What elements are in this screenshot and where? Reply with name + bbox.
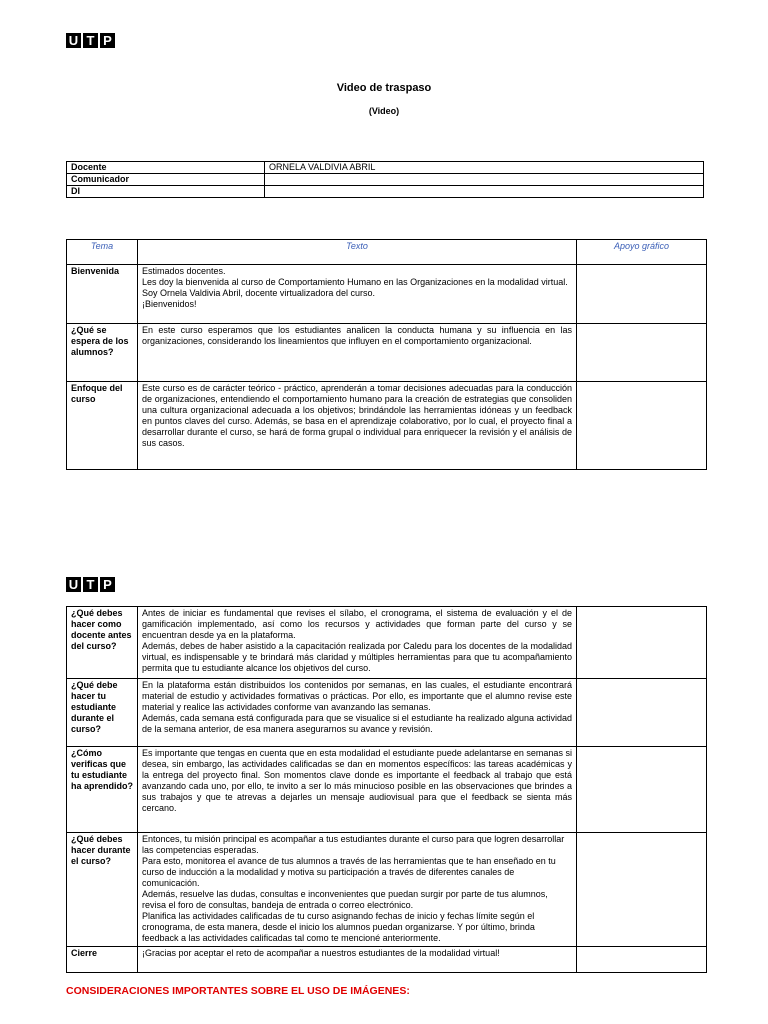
row-topic: Bienvenida (67, 265, 138, 324)
column-header-apoyo: Apoyo gráfico (577, 240, 707, 265)
utp-logo (66, 33, 115, 48)
row-graphic-support (577, 607, 707, 679)
table-row (67, 747, 707, 833)
table-row (67, 947, 707, 973)
row-text: En este curso esperamos que los estudiantes analicen la conducta humana y su influencia en las organizaciones, considerando los lineamientos que influyen en el comportamiento organizacional. (138, 324, 577, 382)
info-label: DI (67, 186, 265, 198)
table-row (67, 833, 707, 947)
row-topic: ¿Qué debes hacer como docente antes del curso? (67, 607, 138, 679)
info-row (67, 174, 704, 186)
info-value (265, 186, 704, 198)
row-graphic-support (577, 833, 707, 947)
row-topic: Cierre (67, 947, 138, 973)
utp-logo (66, 577, 115, 592)
logo-letter: T (83, 577, 98, 592)
row-text: Entonces, tu misión principal es acompañar a tus estudiantes durante el curso para que logren desarrollar las competencias esperadas. Para esto, monitorea el avance de tus alumnos a través de las herramientas que te han enseñado en tu curso de inducción a la modalidad y motiva su participación a través de diferentes canales de comunicación. Además, resuelve las dudas, consultas e inconvenientes que puedan surgir por parte de tus alumnos, revisa el foro de consultas, bandeja de entrada o correo electrónico. Planifica las actividades calificadas de tu curso asignando fechas de inicio y fechas límite según el cronograma, de esta manera, desde el inicio los alumnos puedan organizarse. Y por último, brinda feedback a las actividades calificadas tal como te mencioné anteriormente. (138, 833, 577, 947)
column-header-tema: Tema (67, 240, 138, 265)
info-table (66, 161, 704, 198)
info-label: Docente (67, 162, 265, 174)
info-row (67, 162, 704, 174)
content-table (66, 239, 707, 470)
table-row (67, 679, 707, 747)
info-value (265, 174, 704, 186)
content-table-continued (66, 606, 707, 973)
info-value: ORNELA VALDIVIA ABRIL (265, 162, 704, 174)
row-graphic-support (577, 947, 707, 973)
info-label: Comunicador (67, 174, 265, 186)
row-graphic-support (577, 265, 707, 324)
row-text: En la plataforma están distribuidos los contenidos por semanas, en las cuales, el estudiante encontrará material de estudio y actividades formativas o prácticas. Por ello, es importante que el alumno revise este material y realice las actividades conforme van avanzando las semanas. Además, cada semana está configurada para que se visualice si el estudiante ha realizado alguna actividad de la semana anterior, de esa manera asegurarnos su avance y revisión. (138, 679, 577, 747)
row-topic: Enfoque del curso (67, 382, 138, 470)
row-text: Estimados docentes. Les doy la bienvenida al curso de Comportamiento Humano en las Organizaciones en la modalidad virtual. Soy Ornela Valdivia Abril, docente virtualizadora del curso. ¡Bienvenidos! (138, 265, 577, 324)
page-subtitle: (Video) (368, 106, 400, 116)
row-text: Antes de iniciar es fundamental que revises el sílabo, el cronograma, el sistema de evaluación y el de gamificación implementado, así como los recursos y actividades que forman parte del curso y se encuentran desde ya en la plataforma. Además, debes de haber asistido a la capacitación realizada por Caledu para los docentes de la modalidad virtual, es indispensable y te brindará más claridad y múltiples herramientas para que tu acompañamiento permita que tu estudiante alcance los objetivos del curso. (138, 607, 577, 679)
logo-letter: U (66, 577, 81, 592)
table-row (67, 324, 707, 382)
table-row (67, 265, 707, 324)
logo-letter: U (66, 33, 81, 48)
row-graphic-support (577, 747, 707, 833)
row-topic: ¿Qué debes hacer durante el curso? (67, 833, 138, 947)
row-graphic-support (577, 324, 707, 382)
image-usage-heading: CONSIDERACIONES IMPORTANTES SOBRE EL USO DE IMÁGENES: (66, 985, 410, 997)
row-text: ¡Gracias por aceptar el reto de acompañar a nuestros estudiantes de la modalidad virtual! (138, 947, 577, 973)
logo-letter: P (100, 33, 115, 48)
table-row (67, 382, 707, 470)
row-graphic-support (577, 382, 707, 470)
row-topic: ¿Qué se espera de los alumnos? (67, 324, 138, 382)
row-text: Es importante que tengas en cuenta que en esta modalidad el estudiante puede adelantarse en semanas si desea, sin embargo, las actividades calificadas se dan en momentos específicos: las tareas académicas y la entrega del proyecto final. Son momentos clave donde es importante el feedback al trabajo que está avanzando cada uno, por ello, te invito a ser lo más minucioso posible en las observaciones que brindes a sus trabajos y que te atrevas a dejarles un mensaje audiovisual para que el feedback se sienta más cercano. (138, 747, 577, 833)
column-header-texto: Texto (138, 240, 577, 265)
table-row (67, 607, 707, 679)
logo-letter: P (100, 577, 115, 592)
row-topic: ¿Cómo verificas que tu estudiante ha aprendido? (67, 747, 138, 833)
row-graphic-support (577, 679, 707, 747)
table-header-row (67, 240, 707, 265)
logo-letter: T (83, 33, 98, 48)
row-topic: ¿Qué debe hacer tu estudiante durante el curso? (67, 679, 138, 747)
row-text: Este curso es de carácter teórico - práctico, aprenderán a tomar decisiones adecuadas para la conducción de organizaciones, entendiendo el comportamiento humano para la creación de estrategias que consoliden una cultura organizacional adecuada a los objetivos; brindándole las herramientas idóneas y un feedback en puntos claves del curso. Además, se basa en el aprendizaje colaborativo, por lo cual, el proyecto final a desarrollar durante el curso, se hará de forma grupal o individual para enriquecer la revisión y el análisis de sus casos. (138, 382, 577, 470)
info-row (67, 186, 704, 198)
page-title: Video de traspaso (336, 82, 432, 94)
